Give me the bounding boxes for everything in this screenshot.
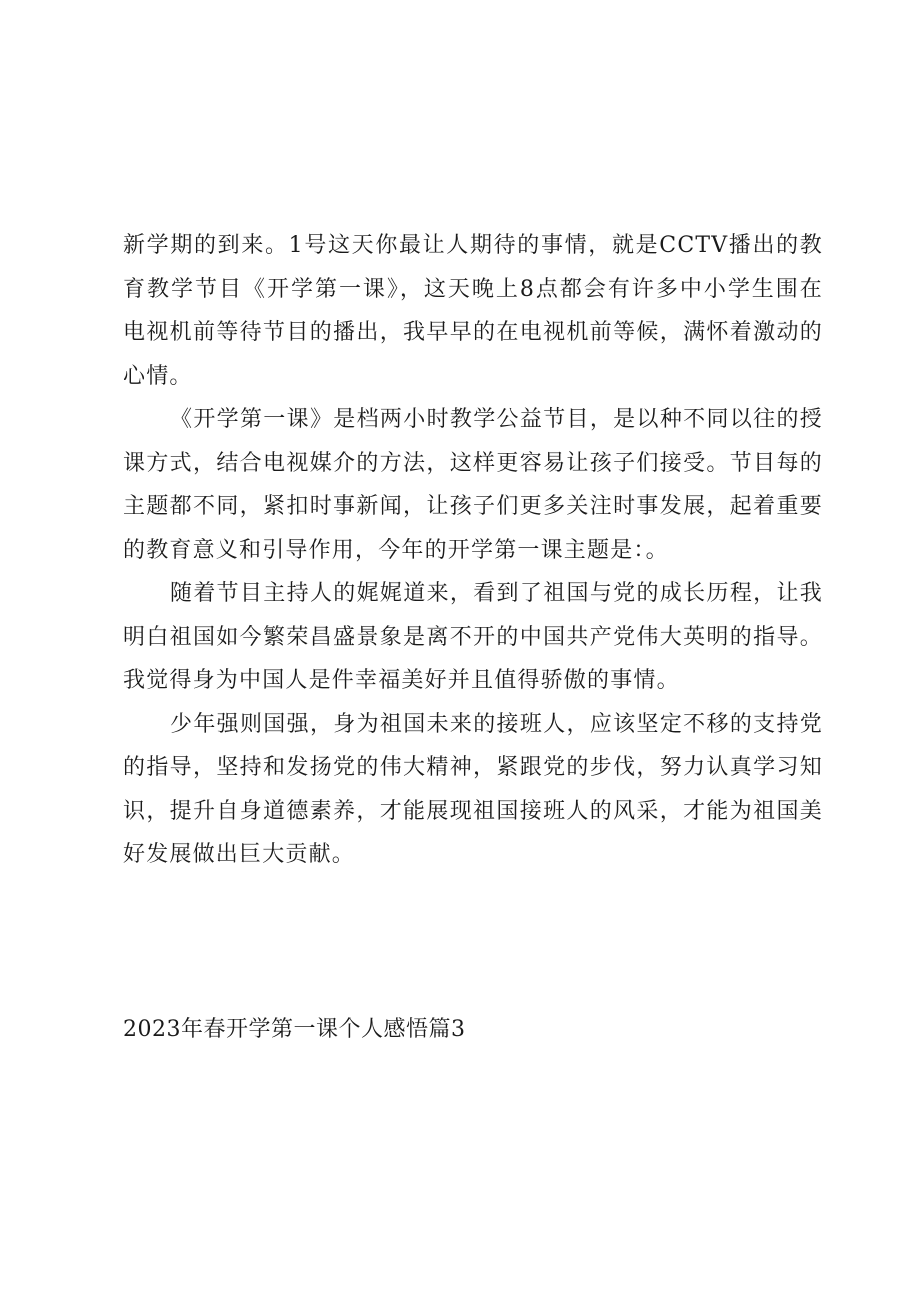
paragraph-4: 少年强则国强，身为祖国未来的接班人，应该坚定不移的支持党的指导，坚持和发扬党的伟大精神，紧跟党的步伐，努力认真学习知识，提升自身道德素养，才能展现祖国接班人的风采，才能为祖国美好发展做出巨大贡献。 xyxy=(123,711,823,867)
document-body xyxy=(123,224,823,877)
paragraph-1: 新学期的到来。1号这天你最让人期待的事情，就是CCTV播出的教育教学节目《开学第一课》，这天晚上8点都会有许多中小学生围在电视机前等待节目的播出，我早早的在电视机前等候，满怀着激动的心情。 xyxy=(123,233,823,389)
paragraph-3: 随着节目主持人的娓娓道来，看到了祖国与党的成长历程，让我明白祖国如今繁荣昌盛景象是离不开的中国共产党伟大英明的指导。我觉得身为中国人是件幸福美好并且值得骄傲的事情。 xyxy=(123,581,823,693)
section-heading: 2023年春开学第一课个人感悟篇3 xyxy=(123,1017,466,1042)
paragraph-2: 《开学第一课》是档两小时教学公益节目，是以种不同以往的授课方式，结合电视媒介的方法，这样更容易让孩子们接受。节目每的主题都不同，紧扣时事新闻，让孩子们更多关注时事发展，起着重要的教育意义和引导作用，今年的开学第一课主题是：。 xyxy=(123,407,823,563)
